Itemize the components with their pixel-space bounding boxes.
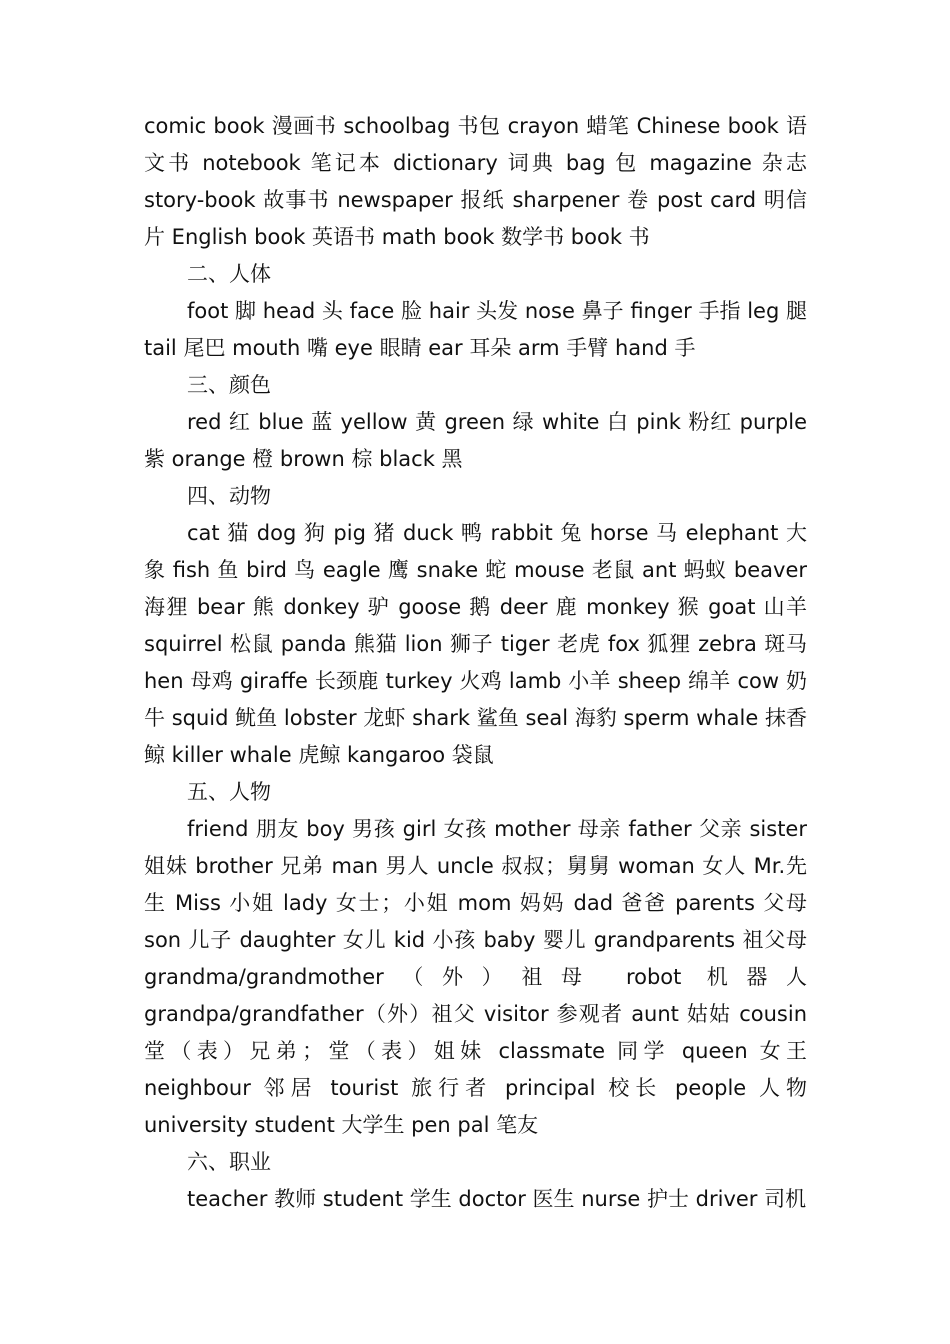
heading-colors: 三、颜色 [187, 373, 271, 397]
paragraph-people: friend 朋友 boy 男孩 girl 女孩 mother 母亲 father 父亲 sister 姐妹 brother 兄弟 man 男人 uncle 叔叔；舅舅 woman 女人 Mr.先生 Miss 小姐 lady 女士；小姐 mom 妈妈 dad 爸爸 parents 父母 son 儿子 daughter 女儿 kid 小孩 baby 婴儿 grandparents 祖父母 grandma/grandmother（外）祖母 robot 机器人 grandpa/grandfather（外）祖父 visitor 参观者 aunt 姑姑 cousin 堂（表）兄弟；堂（表）姐妹 classmate 同学 queen 女王 neighbour 邻居 tourist 旅行者 principal 校长 people 人物 university student 大学生 pen pal 笔友 [144, 817, 807, 1137]
heading-occupations: 六、职业 [187, 1150, 271, 1174]
document-page [144, 108, 807, 1218]
paragraph-colors: red 红 blue 蓝 yellow 黄 green 绿 white 白 pink 粉红 purple 紫 orange 橙 brown 棕 black 黑 [144, 410, 807, 471]
heading-people: 五、人物 [187, 780, 271, 804]
paragraph-school-items: comic book 漫画书 schoolbag 书包 crayon 蜡笔 Chinese book 语文书 notebook 笔记本 dictionary 词典 bag 包 magazine 杂志 story-book 故事书 newspaper 报纸 sharpener 卷 post card 明信片 English book 英语书 math book 数学书 book 书 [144, 114, 807, 249]
paragraph-body-parts: foot 脚 head 头 face 脸 hair 头发 nose 鼻子 finger 手指 leg 腿 tail 尾巴 mouth 嘴 eye 眼睛 ear 耳朵 arm 手臂 hand 手 [144, 299, 807, 360]
heading-animals: 四、动物 [187, 484, 271, 508]
paragraph-animals: cat 猫 dog 狗 pig 猪 duck 鸭 rabbit 兔 horse 马 elephant 大象 fish 鱼 bird 鸟 eagle 鹰 snake 蛇 mouse 老鼠 ant 蚂蚁 beaver 海狸 bear 熊 donkey 驴 goose 鹅 deer 鹿 monkey 猴 goat 山羊 squirrel 松鼠 panda 熊猫 lion 狮子 tiger 老虎 fox 狐狸 zebra 斑马 hen 母鸡 giraffe 长颈鹿 turkey 火鸡 lamb 小羊 sheep 绵羊 cow 奶牛 squid 鱿鱼 lobster 龙虾 shark 鲨鱼 seal 海豹 sperm whale 抹香鲸 killer whale 虎鲸 kangaroo 袋鼠 [144, 521, 807, 767]
paragraph-occupations: teacher 教师 student 学生 doctor 医生 nurse 护士 driver 司机 [187, 1187, 807, 1211]
heading-body-parts: 二、人体 [187, 262, 271, 286]
